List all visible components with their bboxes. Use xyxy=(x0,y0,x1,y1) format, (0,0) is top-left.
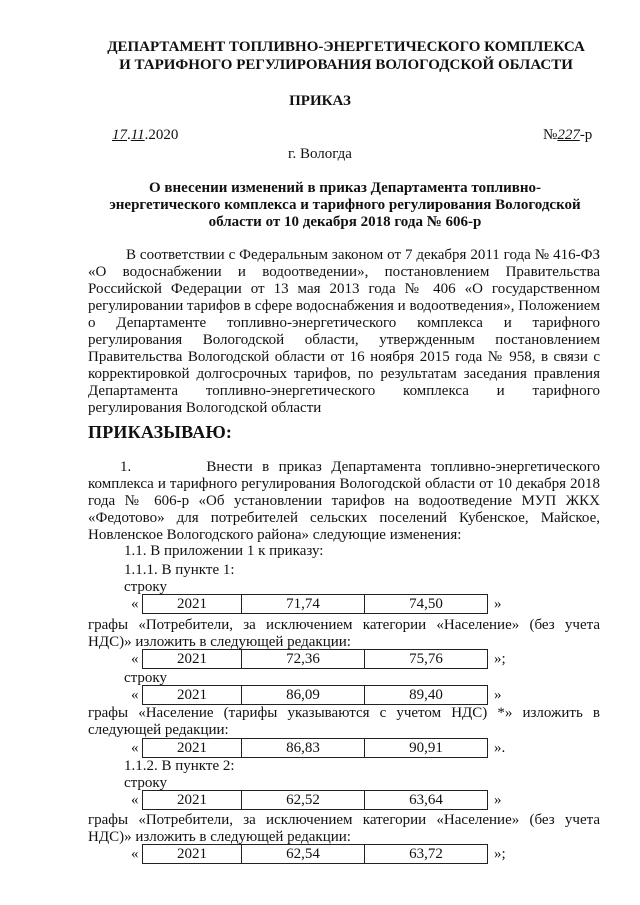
document-number xyxy=(543,127,592,144)
cell-value-1: 62,52 xyxy=(241,790,365,810)
word-row-1: строку xyxy=(124,579,167,595)
cell-value-1: 62,54 xyxy=(241,844,365,864)
date-day: 17 xyxy=(112,127,127,143)
word-row-3: строку xyxy=(124,775,167,791)
quote-open: « xyxy=(131,739,139,756)
department-header xyxy=(60,38,632,74)
tariff-table-row-3 xyxy=(131,685,502,705)
quote-close: »; xyxy=(494,845,506,862)
quote-close: » xyxy=(494,686,502,703)
tariff-table-row-2 xyxy=(131,649,506,669)
quote-open: « xyxy=(131,650,139,667)
cell-value-1: 86,09 xyxy=(241,685,365,705)
document-type: ПРИКАЗ xyxy=(289,93,351,109)
number-prefix: № xyxy=(543,127,558,143)
cell-value-1: 86,83 xyxy=(241,738,365,758)
number-suffix: -р xyxy=(579,127,593,143)
tariff-table-row-1 xyxy=(131,594,502,614)
cell-year: 2021 xyxy=(142,790,242,810)
cell-year: 2021 xyxy=(142,649,242,669)
subitem-1-1: 1.1. В приложении 1 к приказу: xyxy=(124,543,324,559)
grafa-population: графы «Население (тарифы указываются с учетом НДС) *» изложить в следующей редакции: xyxy=(88,705,600,738)
cell-year: 2021 xyxy=(142,594,242,614)
date-year: .2020 xyxy=(144,127,179,143)
cell-year: 2021 xyxy=(142,685,242,705)
quote-close: »; xyxy=(494,650,506,667)
tariff-table-row-5 xyxy=(131,790,502,810)
quote-open: « xyxy=(131,845,139,862)
cell-value-2: 89,40 xyxy=(364,685,488,705)
cell-value-1: 71,74 xyxy=(241,594,365,614)
cell-year: 2021 xyxy=(142,738,242,758)
number-value: 227 xyxy=(557,127,580,143)
subitem-1-1-1: 1.1.1. В пункте 1: xyxy=(124,562,235,578)
document-subject xyxy=(90,180,600,231)
document-date: 17.11.2020 xyxy=(112,127,179,143)
cell-value-2: 63,72 xyxy=(364,844,488,864)
cell-value-1: 72,36 xyxy=(241,649,365,669)
grafa-consumers-2: графы «Потребители, за исключением категории «Население» (без учета НДС)» изложить в следующей редакции: xyxy=(88,812,600,845)
quote-close: » xyxy=(494,791,502,808)
preamble-paragraph: В соответствии с Федеральным законом от 7 декабря 2011 года № 416-ФЗ «О водоснабжении и водоотведении», постановлением Правительства Российской Федерации от 13 мая 2013 года № 406 «О государственном регулировании тарифов в сфере водоснабжения и водоотведения», Положением о Департаменте топливно-энергетического комплекса и тарифного регулирования Вологодской области, утвержденным постановлением Правительства Вологодской области от 16 ноября 2015 года № 958, в связи с корректировкой долгосрочных тарифов, по результатам заседания правления Департамента топливно-энергетического комплекса и тарифного регулирования Вологодской области xyxy=(88,247,600,416)
subject-line1: О внесении изменений в приказ Департамента топливно- xyxy=(148,180,542,196)
tariff-table-row-6 xyxy=(131,844,506,864)
grafa-consumers-1: графы «Потребители, за исключением категории «Население» (без учета НДС)» изложить в следующей редакции: xyxy=(88,617,600,650)
subitem-1-1-2: 1.1.2. В пункте 2: xyxy=(124,758,235,774)
subject-line2: энергетического комплекса и тарифного регулирования Вологодской xyxy=(109,197,581,213)
word-row-2: строку xyxy=(124,670,167,686)
cell-value-2: 74,50 xyxy=(364,594,488,614)
cell-value-2: 90,91 xyxy=(364,738,488,758)
department-header-line1: ДЕПАРТАМЕНТ ТОПЛИВНО-ЭНЕРГЕТИЧЕСКОГО КОМПЛЕКСА xyxy=(107,39,585,55)
tariff-table-row-4 xyxy=(131,738,505,758)
item-1-paragraph: 1. Внести в приказ Департамента топливно-энергетического комплекса и тарифного регулирования Вологодской области от 10 декабря 2018 года № 606-р «Об установлении тарифов на водоотведение МУП ЖКХ «Федотово» для потребителей сельских поселений Кубенское, Майское, Новленское Вологодского района» следующие изменения: xyxy=(88,459,600,543)
cell-year: 2021 xyxy=(142,844,242,864)
quote-open: « xyxy=(131,686,139,703)
subject-line3: области от 10 декабря 2018 года № 606-р xyxy=(208,214,482,230)
quote-open: « xyxy=(131,791,139,808)
quote-close: » xyxy=(494,595,502,612)
cell-value-2: 63,64 xyxy=(364,790,488,810)
date-month: 11 xyxy=(130,127,145,143)
order-word: ПРИКАЗЫВАЮ: xyxy=(88,422,233,442)
cell-value-2: 75,76 xyxy=(364,649,488,669)
quote-open: « xyxy=(131,595,139,612)
city: г. Вологда xyxy=(288,146,352,162)
department-header-line2: И ТАРИФНОГО РЕГУЛИРОВАНИЯ ВОЛОГОДСКОЙ ОБЛАСТИ xyxy=(119,57,573,73)
quote-close: ». xyxy=(494,739,506,756)
